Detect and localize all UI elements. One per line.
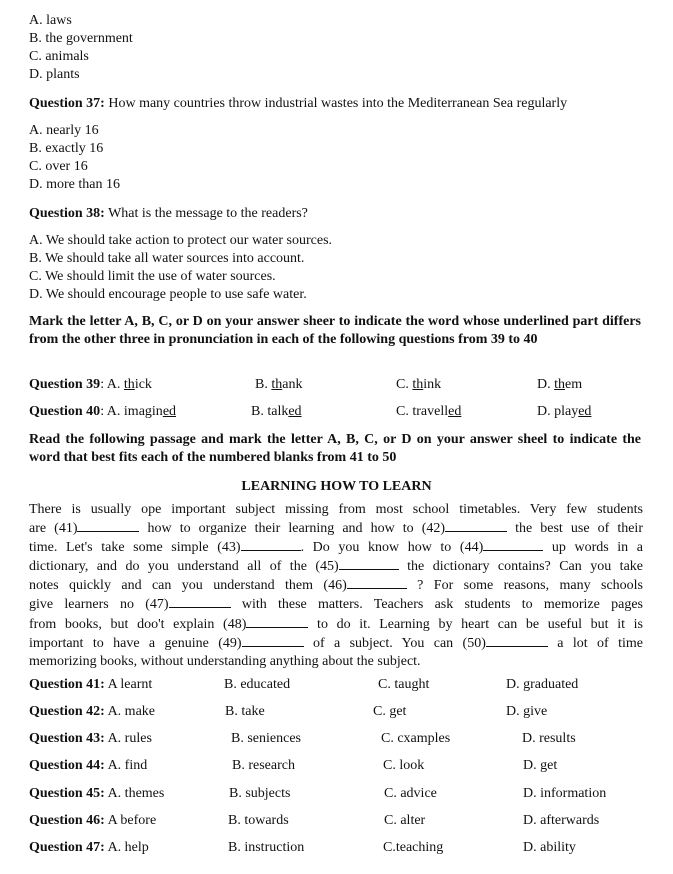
passage-line-8: important to have a genuine (49) of a subject. You can (50) a lot of time [29,635,643,651]
passage [29,501,643,671]
blank-50 [486,634,548,647]
question-47: Question 47: A. help B. instruction C.teaching D. ability [29,840,576,855]
blank-46 [347,576,407,589]
question-37 [29,95,567,112]
prev-option-b: B. the government [29,31,133,46]
passage-line-9: memorizing books, without understanding anything about the subject. [29,653,421,669]
question-46: Question 46: A before B. towards C. alter D. afterwards [29,813,600,828]
question-37-text: How many countries throw industrial wastes into the Mediterranean Sea regularly [104,96,568,111]
question-37-option-c: C. over 16 [29,159,88,174]
passage-line-7: from books, but doo't explain (48) to do it. Learning by heart can be useful but it is [29,616,644,632]
question-45: Question 45: A. themes B. subjects C. advice D. information [29,786,607,801]
question-39 [29,376,649,394]
question-39-option-b: B. thank [255,377,303,392]
prev-option-c: C. animals [29,49,89,64]
question-38-option-c: C. We should limit the use of water sources. [29,269,276,284]
question-37-option-d: D. more than 16 [29,177,120,192]
passage-title: LEARNING HOW TO LEARN [241,479,432,494]
question-38-label: Question 38: [29,206,105,221]
question-38-option-a: A. We should take action to protect our water sources. [29,233,333,248]
blank-49 [242,634,304,647]
question-44: Question 44: A. find B. research C. look D. get [29,758,558,773]
question-40-option-d: D. played [537,404,592,419]
question-43: Question 43: A. rules B. seniences C. cxamples D. results [29,731,576,746]
question-40-option-b: B. talked [251,404,302,419]
blank-42 [445,519,507,532]
blank-45 [339,557,399,570]
passage-line-5: notes quickly and can you understand them (46) ? For some reasons, many schools [29,578,643,594]
question-37-label: Question 37: [29,96,105,111]
question-42: Question 42: A. make B. take C. get D. give [29,704,548,719]
blank-44 [483,538,543,551]
question-37-option-a: A. nearly 16 [29,123,99,138]
question-40-label: Question 40 [29,404,101,419]
question-39-option-a-underlined: th [123,377,135,392]
question-38-option-b: B. We should take all water sources into account. [29,251,305,266]
question-40 [29,403,649,421]
prev-option-a: A. laws [29,13,72,28]
question-41: Question 41: A learnt B. educated C. taught D. graduated [29,677,579,692]
passage-line-2: are (41) how to organize their learning and how to (42) the best use of their [29,521,643,537]
question-39-option-d: D. them [537,377,583,392]
question-38-option-d: D. We should encourage people to use safe water. [29,287,307,302]
question-38-text: What is the message to the readers? [104,206,308,221]
pronunciation-instruction: Mark the letter A, B, C, or D on your answer sheer to indicate the word whose underlined part differs from the other three in pronunciation in each of the following questions from 39 to 40 [29,314,641,347]
question-39-option-c: C. think [396,377,442,392]
question-40-option-a-underlined: ed [162,404,177,419]
question-39-option-a-post: ick [134,377,152,392]
blank-47 [169,595,231,608]
question-39-option-a-pre: : A. [100,377,124,392]
passage-line-1: There is usually ope important subject missing from most school timetables. Very few students [29,502,643,517]
question-38 [29,205,308,222]
blank-48 [246,615,308,628]
prev-option-d: D. plants [29,67,80,82]
passage-line-4: dictionary, and do you understand all of the (45) the dictionary contains? Can you take [29,559,643,575]
question-40-option-c: C. travelled [396,404,462,419]
passage-line-6: give learners no (47) with these matters. Teachers ask students to memorize pages [29,597,643,613]
passage-instruction: Read the following passage and mark the letter A, B, C, or D on your answer sheel to indicate the word that best fits each of the numbered blanks from 41 to 50 [29,432,641,465]
blank-41 [77,519,139,532]
blank-43 [241,538,301,551]
question-37-option-b: B. exactly 16 [29,141,104,156]
question-39-label: Question 39 [29,377,101,392]
question-40-option-a-pre: : A. imagin [100,404,163,419]
passage-line-3: time. Let's take some simple (43) . Do you know how to (44) up words in a [29,540,643,556]
